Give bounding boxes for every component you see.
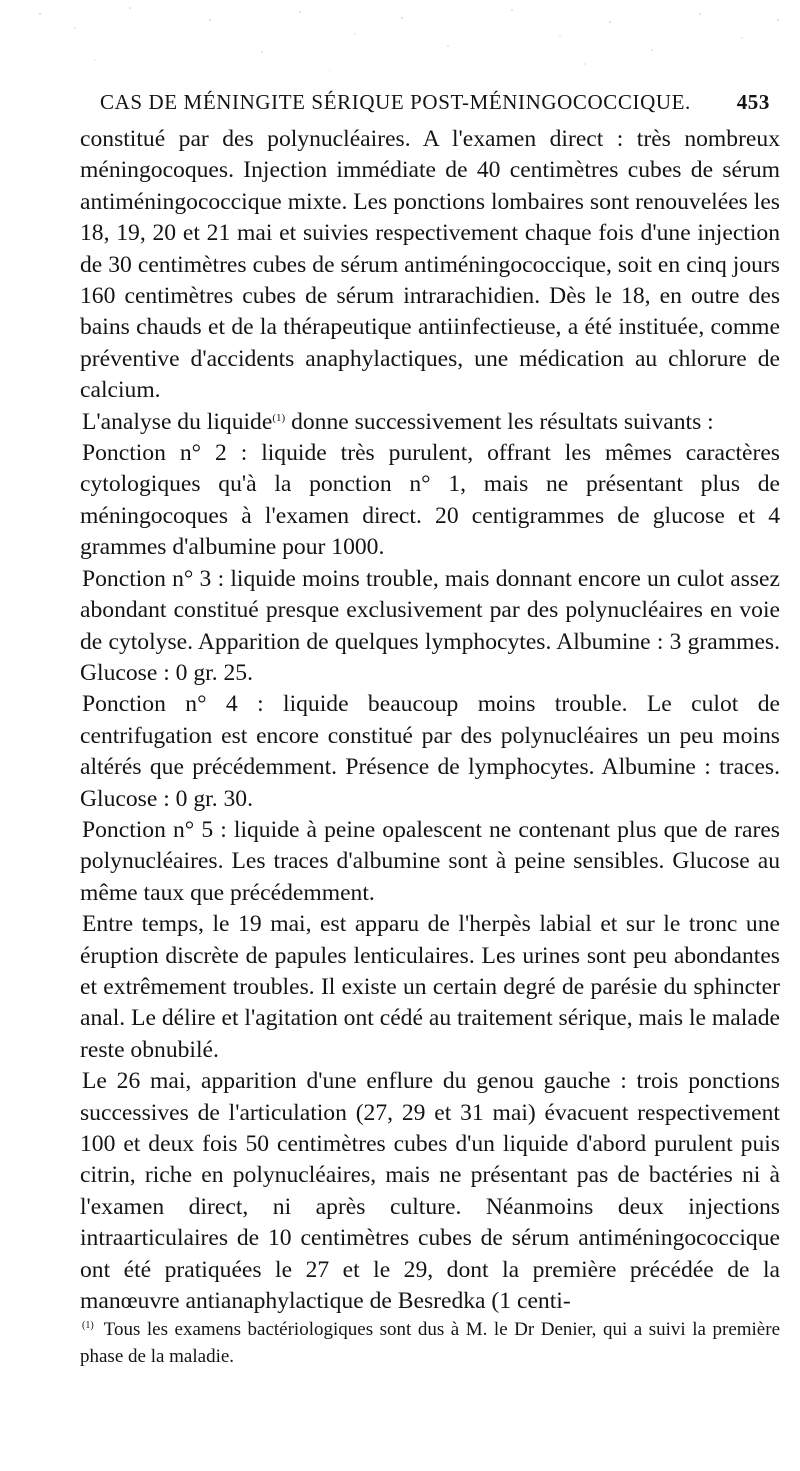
- paragraph-2-text: L'analyse du liquide: [82, 408, 273, 435]
- paragraph-2-tail: donne successivement les résultats suivants :: [285, 408, 714, 435]
- body-text: [80, 124, 780, 1317]
- footnote-reference[interactable]: (1): [272, 411, 286, 424]
- paragraph-2: [80, 407, 780, 438]
- paragraph-1: constitué par des polynucléaires. A l'examen direct : très nombreux méningocoques. Injection immédiate de 40 centimètres cubes de sérum antiméningococcique mixte. Les ponctions lombaires sont renouvelées les 18, 19, 20 et 21 mai et suivies respectivement chaque fois d'une injection de 30 centimètres cubes de sérum antiméningococcique, soit en cinq jours 160 centimètres cubes de sérum intrarachidien. Dès le 18, en outre des bains chauds et de la thérapeutique antiinfectieuse, a été instituée, comme préventive d'accidents anaphylactiques, une médication au chlorure de calcium.: [80, 126, 780, 404]
- running-header: [80, 90, 770, 120]
- page-number: 453: [736, 90, 770, 114]
- footnote: [80, 1316, 780, 1370]
- paragraph-ponction-5: Ponction n° 5 : liquide à peine opalescent ne contenant plus que de rares polynucléaires. Les traces d'albumine sont à peine sensibles. Glucose au même taux que précédemment.: [80, 816, 780, 906]
- paragraph-26-mai: Le 26 mai, apparition d'une enflure du genou gauche : trois ponctions successives de l'articulation (27, 29 et 31 mai) évacuent respectivement 100 et deux fois 50 centimètres cubes d'un liquide d'abord purulent puis citrin, riche en polynucléaires, mais ne présentant pas de bactéries ni à l'examen direct, ni après culture. Néanmoins deux injections intraarticulaires de 10 centimètres cubes de sérum antiméningococcique ont été pratiquées le 27 et le 29, dont la première précédée de la manœuvre antianaphylactique de Besredka (1 centi-: [80, 1068, 780, 1315]
- paragraph-ponction-3: Ponction n° 3 : liquide moins trouble, mais donnant encore un culot assez abondant constitué presque exclusivement par des polynucléaires en voie de cytolyse. Apparition de quelques lymphocytes. Albumine : 3 grammes. Glucose : 0 gr. 25.: [80, 565, 780, 686]
- paragraph-entre-temps: Entre temps, le 19 mai, est apparu de l'herpès labial et sur le tronc une éruption discrète de papules lenticulaires. Les urines sont peu abondantes et extrêmement troubles. Il existe un certain degré de parésie du sphincter anal. Le délire et l'agitation ont cédé au traitement sérique, mais le malade reste obnubilé.: [80, 911, 780, 1063]
- paragraph-ponction-4: Ponction n° 4 : liquide beaucoup moins trouble. Le culot de centrifugation est encore constitué par des polynucléaires un peu moins altérés que précédemment. Présence de lymphocytes. Albumine : traces. Glucose : 0 gr. 30.: [80, 691, 780, 812]
- running-title: CAS DE MÉNINGITE SÉRIQUE POST-MÉNINGOCOCCIQUE.: [100, 90, 691, 114]
- footnote-text: Tous les examens bactériologiques sont dus à M. le Dr Denier, qui a suivi la première phase de la maladie.: [80, 1319, 780, 1367]
- paragraph-ponction-2: Ponction n° 2 : liquide très purulent, offrant les mêmes caractères cytologiques qu'à la ponction n° 1, mais ne présentant plus de méningocoques à l'examen direct. 20 centigrammes de glucose et 4 grammes d'albumine pour 1000.: [80, 440, 780, 561]
- footnote-marker: (1): [82, 1320, 94, 1331]
